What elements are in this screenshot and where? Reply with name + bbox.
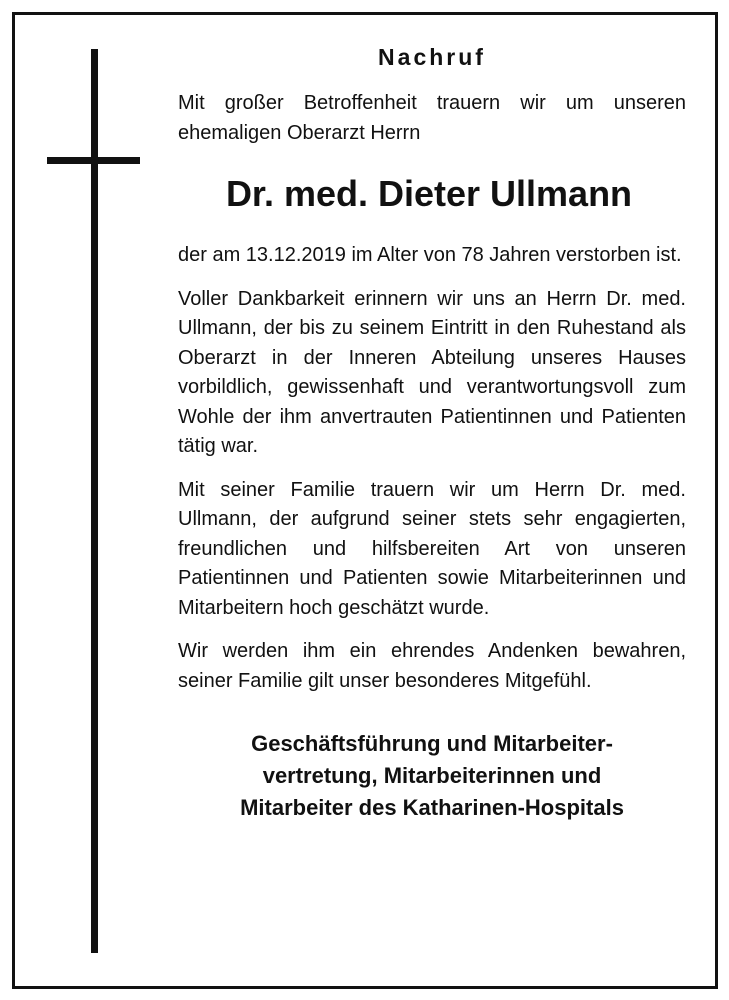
- condolence-paragraph: Mit seiner Familie trauern wir um Herrn Dr. med. Ullmann, der aufgrund seiner stets sehr engagierten, freundlichen und hilfsbereiten Art von unseren Patientinnen und Patienten sowie Mitarbeiterinnen und Mitarbeitern hoch geschätzt wurde.: [178, 478, 686, 619]
- death-date-paragraph: der am 13.12.2019 im Alter von 78 Jahren verstorben ist.: [178, 244, 682, 266]
- signature-line: Geschäftsführung und Mitarbeiter-: [251, 731, 613, 756]
- gratitude-paragraph: Voller Dankbarkeit erinnern wir uns an Herrn Dr. med. Ullmann, der bis zu seinem Eintritt in den Ruhestand als Oberarzt in der Inneren Abteilung unseres Hauses vorbildlich, gewissenhaft und verantwortungsvoll zum Wohle der ihm anvertrauten Patientinnen und Patienten tätig war.: [178, 287, 686, 457]
- deceased-name: Dr. med. Dieter Ullmann: [225, 173, 633, 214]
- intro-text: Mit großer Betroffenheit trauern wir um unseren ehemaligen Oberarzt Herrn: [178, 92, 686, 144]
- signature-line: vertretung, Mitarbeiterinnen und: [262, 763, 602, 788]
- signature-line: Mitarbeiter des Katharinen-Hospitals: [240, 795, 624, 820]
- notice-heading: Nachruf: [378, 44, 486, 70]
- signature-block: [178, 728, 686, 824]
- remembrance-paragraph: Wir werden ihm ein ehrendes Andenken bewahren, seiner Familie gilt unser besonderes Mitgefühl.: [178, 640, 686, 692]
- cross-icon-horizontal-bar: [47, 157, 140, 164]
- cross-icon-vertical-bar: [91, 49, 98, 953]
- obituary-content: [178, 44, 686, 824]
